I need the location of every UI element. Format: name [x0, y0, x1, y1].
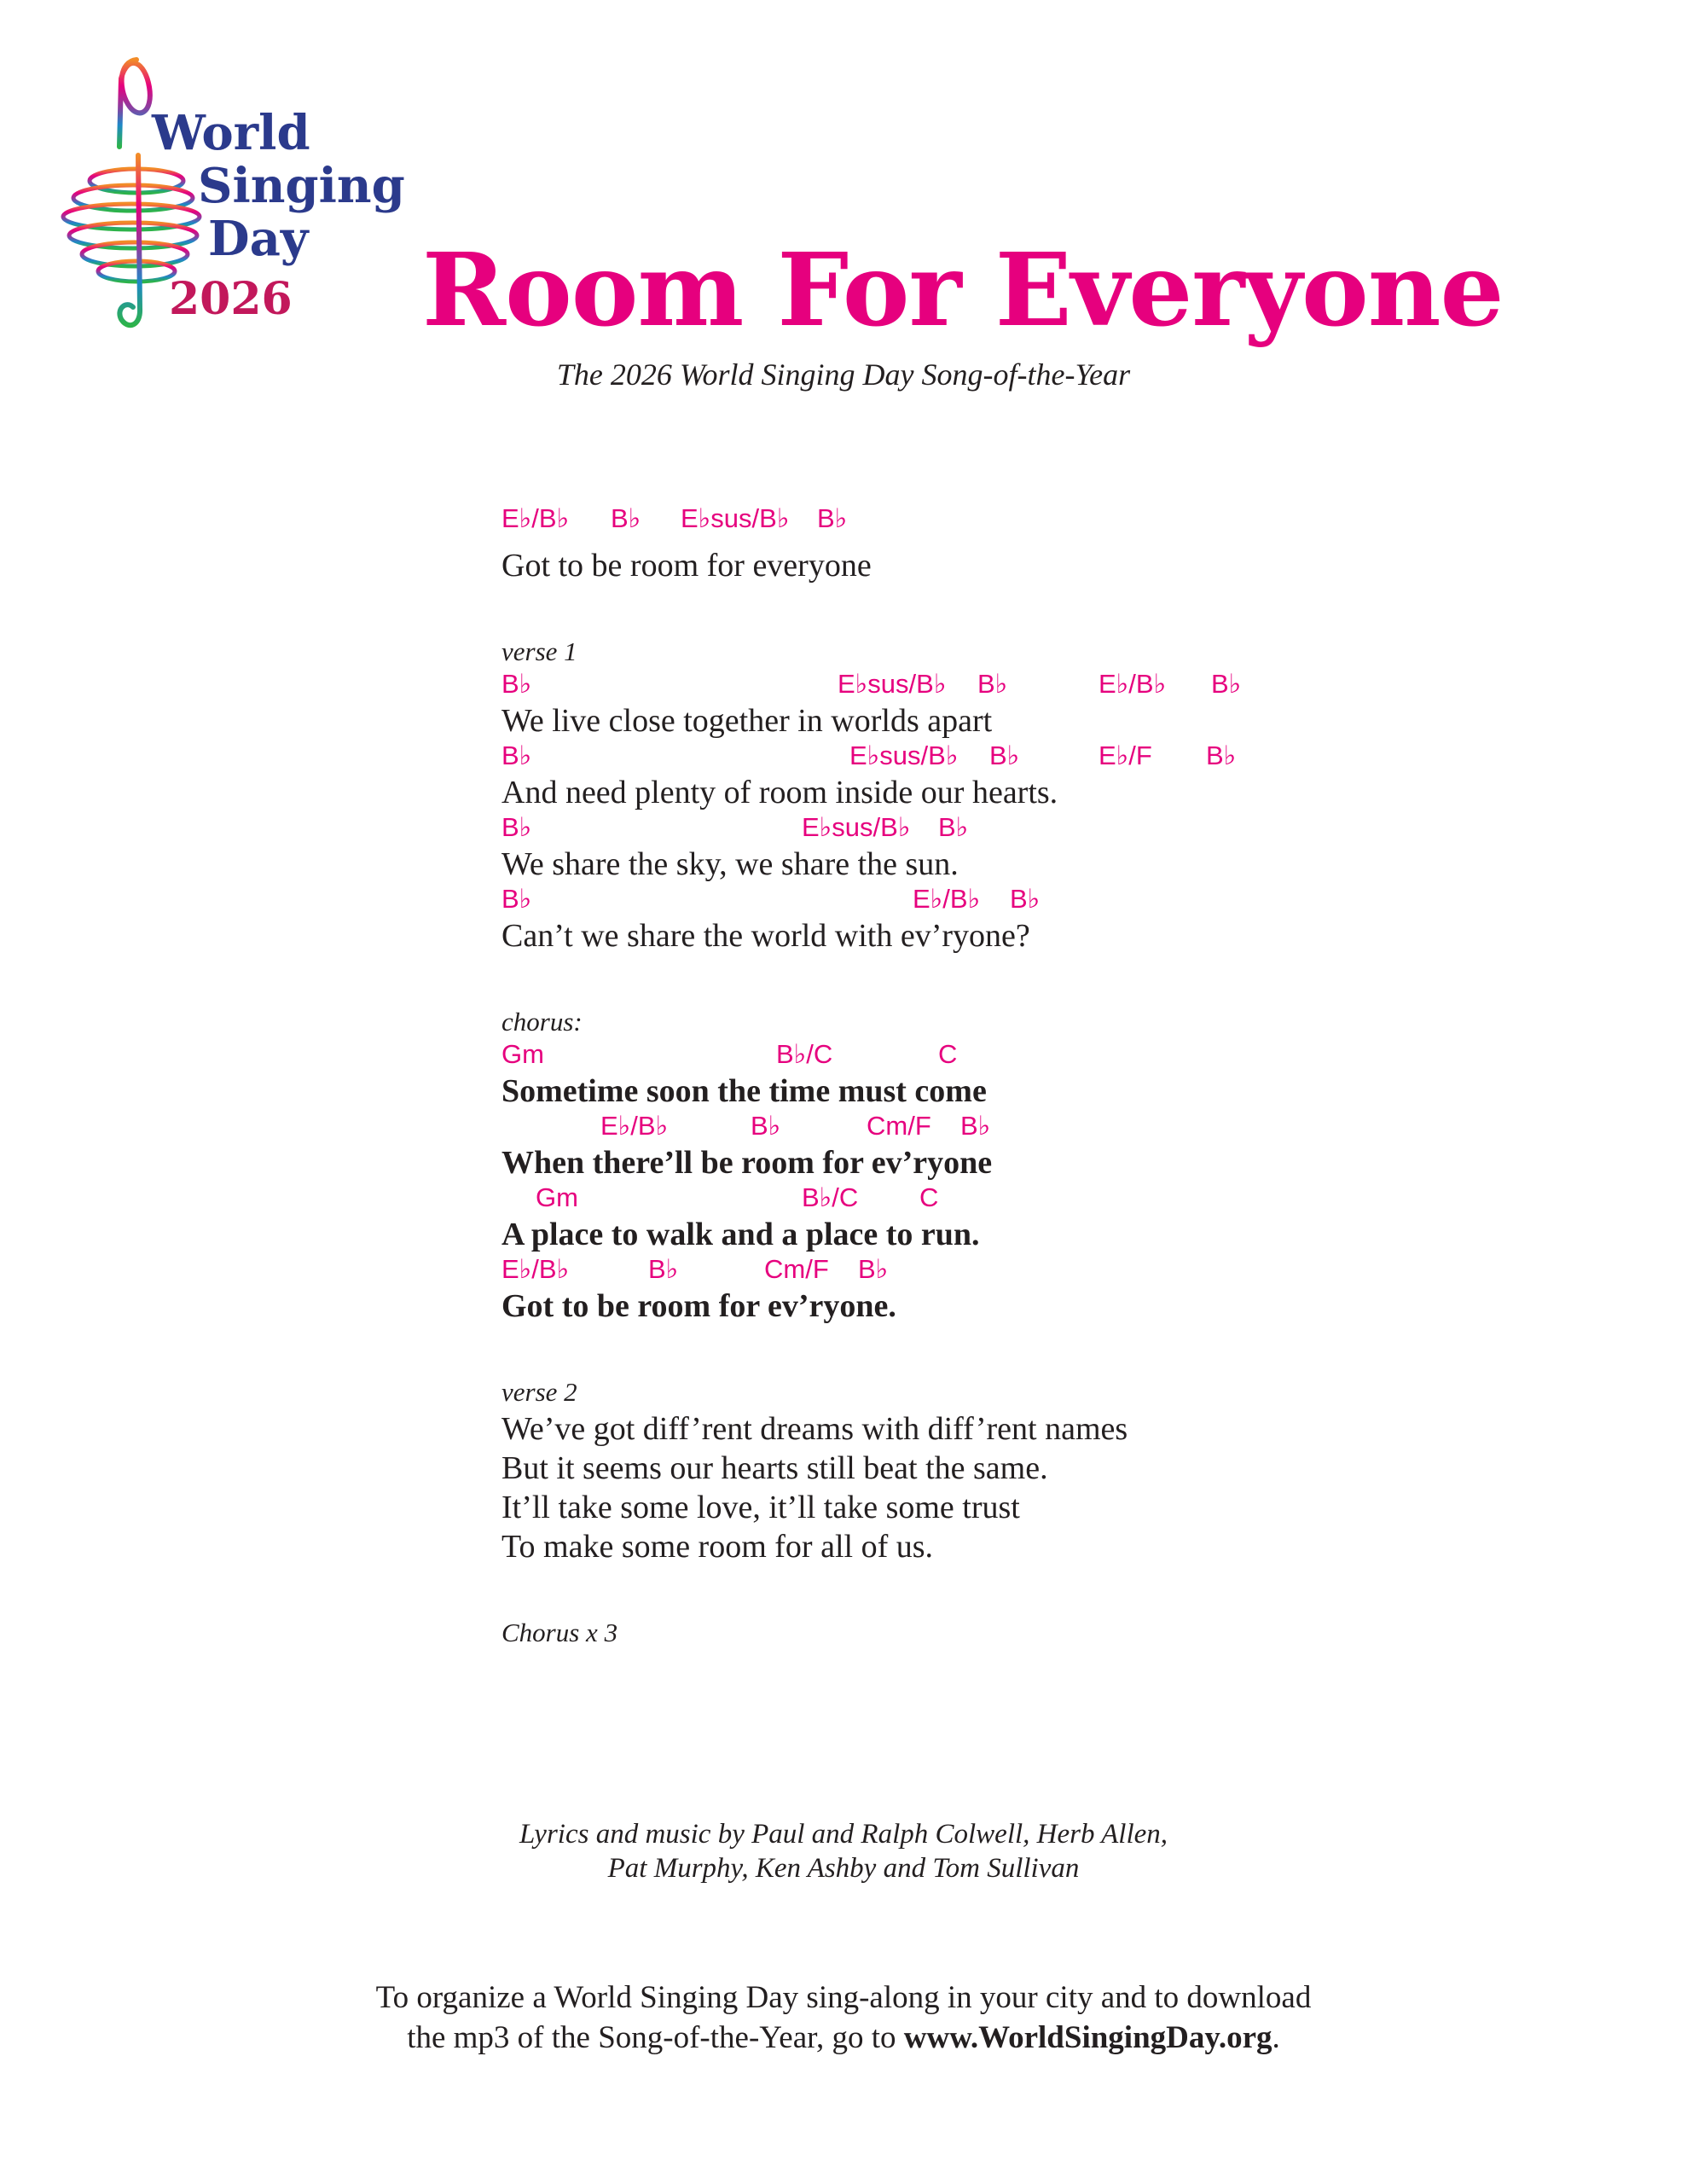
chord: C: [938, 1039, 958, 1069]
section-label-verse-2: verse 2: [501, 1377, 577, 1407]
credits-line-2: Pat Murphy, Ken Ashby and Tom Sullivan: [607, 1853, 1080, 1884]
song-subtitle: The 2026 World Singing Day Song-of-the-Year: [556, 357, 1131, 392]
chord: E♭sus/B♭: [838, 669, 947, 699]
lyric-line: Sometime soon the time must come: [501, 1073, 987, 1109]
chord: E♭/B♭: [501, 1254, 570, 1284]
lyric-line: To make some room for all of us.: [501, 1529, 934, 1565]
chord: E♭/B♭: [913, 884, 981, 914]
lyric-line: But it seems our hearts still beat the same.: [501, 1450, 1048, 1486]
lyric-line: And need plenty of room inside our hearts.: [501, 775, 1058, 810]
lyric-line: When there’ll be room for ev’ryone: [501, 1145, 993, 1181]
lyric-line: We’ve got diff’rent dreams with diff’rent names: [501, 1411, 1128, 1447]
outro-instruction: Chorus x 3: [501, 1618, 618, 1647]
chord: E♭sus/B♭: [802, 812, 911, 842]
chord: E♭sus/B♭: [849, 741, 959, 770]
credits-line-1: Lyrics and music by Paul and Ralph Colwell, Herb Allen,: [519, 1819, 1168, 1850]
lyric-line: Can’t we share the world with ev’ryone?: [501, 918, 1030, 954]
chord: B♭: [989, 741, 1020, 770]
chord: Gm: [536, 1182, 578, 1212]
chord: B♭: [501, 812, 532, 842]
section-label-verse-1: verse 1: [501, 636, 577, 666]
lyric-line: A place to walk and a place to run.: [501, 1217, 980, 1252]
footer-line-1: To organize a World Singing Day sing-along in your city and to download: [375, 1980, 1312, 2015]
footer-note: [0, 1978, 1687, 2058]
chord: B♭: [977, 669, 1008, 699]
song-credits: [0, 1817, 1687, 1885]
chord: C: [919, 1182, 939, 1212]
chord: B♭: [960, 1111, 991, 1141]
lyric-line: We share the sky, we share the sun.: [501, 846, 959, 882]
chord: B♭: [1206, 741, 1237, 770]
chord-line: [501, 1111, 1354, 1143]
chord: B♭/C: [802, 1182, 859, 1212]
lyric-line: Got to be room for everyone: [501, 548, 872, 584]
chord: E♭/B♭: [1099, 669, 1167, 699]
website-link[interactable]: www.WorldSingingDay.org: [903, 2020, 1272, 2055]
chord: B♭: [611, 503, 641, 533]
song-title: Room For Everyone: [422, 230, 1504, 349]
footer-line-2-suffix: .: [1272, 2020, 1280, 2055]
chord: B♭: [1211, 669, 1242, 699]
chord-line: [501, 741, 1354, 773]
footer-line-2: [0, 2018, 1687, 2058]
chord-line: [501, 1039, 1354, 1072]
chord: B♭: [1010, 884, 1041, 914]
song-sheet: [501, 503, 1354, 1650]
chord: Cm/F: [867, 1111, 931, 1141]
logo-word-day: Day: [208, 211, 309, 267]
chord: Gm: [501, 1039, 544, 1069]
chord: B♭: [501, 669, 532, 699]
chord-line: [501, 812, 1354, 845]
chord: B♭: [501, 884, 532, 914]
chord: E♭/B♭: [600, 1111, 669, 1141]
chord: B♭: [938, 812, 969, 842]
chord: Cm/F: [764, 1254, 829, 1284]
chord: E♭sus/B♭: [681, 503, 790, 533]
lyric-line: It’ll take some love, it’ll take some trust: [501, 1490, 1020, 1525]
chord-line: [501, 503, 1354, 536]
section-label-chorus: chorus:: [501, 1007, 583, 1037]
chord: B♭: [817, 503, 848, 533]
lyric-line: We live close together in worlds apart: [501, 703, 993, 739]
chord: B♭: [751, 1111, 781, 1141]
chord: B♭: [501, 741, 532, 770]
chord: E♭/B♭: [501, 503, 570, 533]
chord: B♭: [858, 1254, 889, 1284]
chord: B♭: [648, 1254, 679, 1284]
chord-line: [501, 1182, 1354, 1215]
chord: B♭/C: [776, 1039, 833, 1069]
footer-line-2-prefix: the mp3 of the Song-of-the-Year, go to: [407, 2020, 904, 2055]
logo-word-world: World: [152, 105, 310, 161]
logo-year: 2026: [169, 273, 293, 325]
chord-line: [501, 669, 1354, 701]
chord: E♭/F: [1099, 741, 1152, 770]
chord-line: [501, 1254, 1354, 1287]
lyric-line: Got to be room for ev’ryone.: [501, 1288, 896, 1324]
chord-line: [501, 884, 1354, 916]
logo-word-singing: Singing: [198, 158, 405, 214]
